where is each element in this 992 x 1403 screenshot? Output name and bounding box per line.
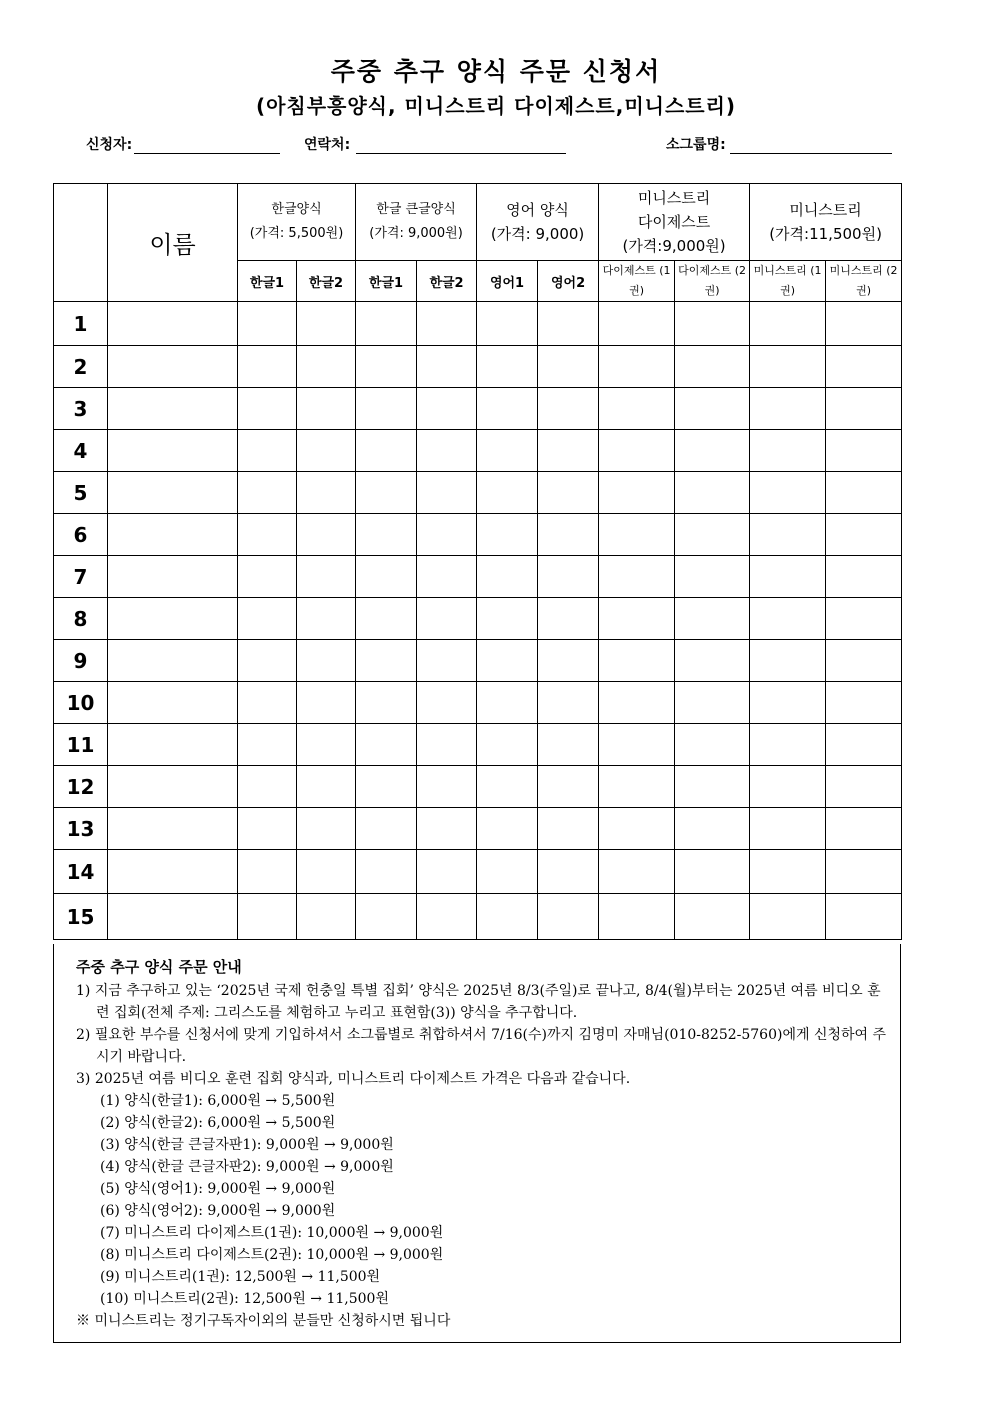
quantity-cell[interactable] [538, 808, 599, 850]
quantity-cell[interactable] [417, 388, 477, 430]
group-header-row [54, 184, 902, 261]
quantity-cell[interactable] [538, 514, 599, 556]
table-row [54, 388, 902, 430]
quantity-cell[interactable] [826, 302, 902, 346]
quantity-cell[interactable] [297, 598, 356, 640]
group-price: (가격: 5,500원) [249, 226, 344, 241]
group-field[interactable] [666, 134, 726, 154]
quantity-cell[interactable] [826, 682, 902, 724]
group-label: 소그룹명: [666, 137, 726, 153]
table-row [54, 302, 902, 346]
quantity-cell[interactable] [238, 472, 297, 514]
subheader-cell: 다이제스트 (2권) [675, 261, 750, 302]
quantity-cell[interactable] [477, 302, 538, 346]
quantity-cell[interactable] [238, 514, 297, 556]
quantity-cell[interactable] [356, 724, 417, 766]
name-cell[interactable] [108, 514, 238, 556]
quantity-cell[interactable] [356, 682, 417, 724]
order-notice [53, 944, 901, 1343]
quantity-cell[interactable] [238, 430, 297, 472]
quantity-cell[interactable] [750, 850, 826, 894]
group-header-korean [238, 184, 356, 261]
group-header-digest [599, 184, 750, 261]
group-title: 영어 양식 [506, 201, 569, 219]
quantity-cell[interactable] [477, 598, 538, 640]
quantity-cell[interactable] [599, 598, 675, 640]
price-item: (6) 양식(영어2): 9,000원 → 9,000원 [100, 1203, 336, 1219]
quantity-cell[interactable] [750, 598, 826, 640]
notice-title: 주중 추구 양식 주문 안내 [76, 958, 242, 976]
quantity-cell[interactable] [356, 766, 417, 808]
quantity-cell[interactable] [750, 346, 826, 388]
row-number: 10 [54, 682, 108, 724]
quantity-cell[interactable] [750, 556, 826, 598]
row-number: 5 [54, 472, 108, 514]
quantity-cell[interactable] [675, 472, 750, 514]
quantity-cell[interactable] [599, 430, 675, 472]
quantity-cell[interactable] [599, 682, 675, 724]
name-cell[interactable] [108, 430, 238, 472]
group-title: 미니스트리 다이제스트 [637, 189, 711, 231]
subheader-cell: 한글2 [417, 261, 477, 302]
quantity-cell[interactable] [675, 430, 750, 472]
quantity-cell[interactable] [599, 346, 675, 388]
quantity-cell[interactable] [238, 598, 297, 640]
subheader-cell: 미니스트리 (1권) [750, 261, 826, 302]
row-number: 2 [54, 346, 108, 388]
quantity-cell[interactable] [750, 302, 826, 346]
name-cell[interactable] [108, 894, 238, 940]
subheader-cell: 미니스트리 (2권) [826, 261, 902, 302]
quantity-cell[interactable] [238, 724, 297, 766]
table-row [54, 682, 902, 724]
quantity-cell[interactable] [599, 850, 675, 894]
quantity-cell[interactable] [297, 346, 356, 388]
quantity-cell[interactable] [417, 894, 477, 940]
quantity-cell[interactable] [826, 430, 902, 472]
row-number: 13 [54, 808, 108, 850]
quantity-cell[interactable] [675, 640, 750, 682]
quantity-cell[interactable] [599, 808, 675, 850]
quantity-cell[interactable] [356, 514, 417, 556]
quantity-cell[interactable] [297, 894, 356, 940]
price-item: (9) 미니스트리(1권): 12,500원 → 11,500원 [100, 1269, 381, 1285]
name-cell[interactable] [108, 598, 238, 640]
quantity-cell[interactable] [826, 514, 902, 556]
blank-corner-cell [54, 184, 108, 302]
notice-item: 2) 필요한 부수를 신청서에 맞게 기입하셔서 소그룹별로 취합하셔서 7/16(수)까지 김명미 자매님(010-8252-5760)에게 신청하여 주시기 바랍니다. [76, 1027, 887, 1065]
notice-footnote: ※ 미니스트리는 정기구독자이외의 분들만 신청하시면 됩니다 [76, 1313, 451, 1329]
contact-field[interactable] [304, 134, 350, 154]
quantity-cell[interactable] [297, 682, 356, 724]
quantity-cell[interactable] [750, 808, 826, 850]
name-cell[interactable] [108, 682, 238, 724]
group-price: (가격:11,500원) [769, 225, 882, 243]
group-title: 한글 큰글양식 [376, 202, 456, 217]
quantity-cell[interactable] [477, 556, 538, 598]
quantity-cell[interactable] [417, 598, 477, 640]
name-cell[interactable] [108, 766, 238, 808]
quantity-cell[interactable] [675, 514, 750, 556]
quantity-cell[interactable] [826, 346, 902, 388]
quantity-cell[interactable] [826, 724, 902, 766]
quantity-cell[interactable] [477, 894, 538, 940]
quantity-cell[interactable] [538, 894, 599, 940]
quantity-cell[interactable] [297, 724, 356, 766]
table-row [54, 894, 902, 940]
quantity-cell[interactable] [238, 302, 297, 346]
quantity-cell[interactable] [538, 430, 599, 472]
quantity-cell[interactable] [477, 430, 538, 472]
table-row [54, 556, 902, 598]
quantity-cell[interactable] [417, 724, 477, 766]
quantity-cell[interactable] [417, 808, 477, 850]
quantity-cell[interactable] [356, 598, 417, 640]
quantity-cell[interactable] [417, 556, 477, 598]
applicant-field[interactable] [86, 134, 132, 154]
quantity-cell[interactable] [238, 808, 297, 850]
quantity-cell[interactable] [599, 640, 675, 682]
notice-item: 1) 지금 추구하고 있는 ‘2025년 국제 헌충일 특별 집회’ 양식은 2025년 8/3(주일)로 끝나고, 8/4(월)부터는 2025년 여름 비디오 훈련 집회(전체 주제: 그리스도를 체험하고 누리고 표현함(3)) 양식을 추구합니다. [76, 983, 881, 1021]
row-number: 12 [54, 766, 108, 808]
subheader-cell: 영어2 [538, 261, 599, 302]
row-number: 7 [54, 556, 108, 598]
group-header-ministry [750, 184, 902, 261]
quantity-cell[interactable] [750, 388, 826, 430]
quantity-cell[interactable] [417, 472, 477, 514]
quantity-cell[interactable] [826, 640, 902, 682]
page-title: 주중 추구 양식 주문 신청서 [330, 57, 662, 86]
quantity-cell[interactable] [238, 556, 297, 598]
quantity-cell[interactable] [356, 894, 417, 940]
quantity-cell[interactable] [417, 850, 477, 894]
subheader-cell: 한글1 [238, 261, 297, 302]
group-title: 한글양식 [271, 202, 322, 217]
applicant-label: 신청자: [86, 137, 133, 153]
group-header-english [477, 184, 599, 261]
quantity-cell[interactable] [538, 598, 599, 640]
quantity-cell[interactable] [356, 388, 417, 430]
quantity-cell[interactable] [297, 472, 356, 514]
price-item: (4) 양식(한글 큰글자판2): 9,000원 → 9,000원 [100, 1159, 394, 1175]
quantity-cell[interactable] [417, 640, 477, 682]
quantity-cell[interactable] [826, 766, 902, 808]
quantity-cell[interactable] [675, 302, 750, 346]
quantity-cell[interactable] [538, 724, 599, 766]
table-row [54, 766, 902, 808]
price-item: (3) 양식(한글 큰글자판1): 9,000원 → 9,000원 [100, 1137, 394, 1153]
quantity-cell[interactable] [238, 766, 297, 808]
notice-item: 3) 2025년 여름 비디오 훈련 집회 양식과, 미니스트리 다이제스트 가격은 다음과 같습니다. [76, 1071, 631, 1087]
quantity-cell[interactable] [477, 472, 538, 514]
quantity-cell[interactable] [477, 346, 538, 388]
quantity-cell[interactable] [297, 302, 356, 346]
name-cell[interactable] [108, 850, 238, 894]
price-item: (1) 양식(한글1): 6,000원 → 5,500원 [100, 1093, 336, 1109]
group-header-large-print [356, 184, 477, 261]
table-row [54, 430, 902, 472]
name-cell[interactable] [108, 724, 238, 766]
subheader-cell: 영어1 [477, 261, 538, 302]
quantity-cell[interactable] [599, 302, 675, 346]
order-table [53, 183, 902, 940]
quantity-cell[interactable] [417, 302, 477, 346]
name-cell[interactable] [108, 346, 238, 388]
group-title: 미니스트리 [789, 201, 862, 219]
quantity-cell[interactable] [417, 514, 477, 556]
contact-underline [356, 153, 566, 154]
quantity-cell[interactable] [297, 766, 356, 808]
name-header: 이름 [108, 184, 238, 302]
quantity-cell[interactable] [675, 808, 750, 850]
quantity-cell[interactable] [297, 514, 356, 556]
quantity-cell[interactable] [826, 388, 902, 430]
quantity-cell[interactable] [675, 388, 750, 430]
quantity-cell[interactable] [477, 808, 538, 850]
row-number: 1 [54, 302, 108, 346]
quantity-cell[interactable] [826, 556, 902, 598]
quantity-cell[interactable] [599, 556, 675, 598]
quantity-cell[interactable] [477, 640, 538, 682]
table-row [54, 598, 902, 640]
quantity-cell[interactable] [297, 808, 356, 850]
subheader-cell: 다이제스트 (1권) [599, 261, 675, 302]
table-row [54, 346, 902, 388]
row-number: 6 [54, 514, 108, 556]
quantity-cell[interactable] [538, 346, 599, 388]
quantity-cell[interactable] [675, 850, 750, 894]
name-cell[interactable] [108, 388, 238, 430]
quantity-cell[interactable] [538, 472, 599, 514]
quantity-cell[interactable] [297, 556, 356, 598]
quantity-cell[interactable] [538, 682, 599, 724]
group-underline [730, 153, 892, 154]
quantity-cell[interactable] [297, 850, 356, 894]
quantity-cell[interactable] [599, 514, 675, 556]
quantity-cell[interactable] [750, 514, 826, 556]
page-subtitle: (아침부흥양식, 미니스트리 다이제스트,미니스트리) [255, 94, 737, 118]
table-row [54, 514, 902, 556]
quantity-cell[interactable] [356, 430, 417, 472]
quantity-cell[interactable] [356, 346, 417, 388]
quantity-cell[interactable] [538, 388, 599, 430]
subheader-cell: 한글2 [297, 261, 356, 302]
table-row [54, 850, 902, 894]
row-number: 4 [54, 430, 108, 472]
row-number: 3 [54, 388, 108, 430]
quantity-cell[interactable] [238, 850, 297, 894]
table-row [54, 724, 902, 766]
quantity-cell[interactable] [356, 556, 417, 598]
quantity-cell[interactable] [826, 850, 902, 894]
price-item: (10) 미니스트리(2권): 12,500원 → 11,500원 [100, 1291, 389, 1307]
quantity-cell[interactable] [599, 894, 675, 940]
quantity-cell[interactable] [297, 640, 356, 682]
quantity-cell[interactable] [417, 430, 477, 472]
quantity-cell[interactable] [675, 894, 750, 940]
quantity-cell[interactable] [750, 472, 826, 514]
price-item: (7) 미니스트리 다이제스트(1권): 10,000원 → 9,000원 [100, 1225, 444, 1241]
subheader-cell: 한글1 [356, 261, 417, 302]
name-cell[interactable] [108, 640, 238, 682]
table-row [54, 808, 902, 850]
group-price: (가격: 9,000원) [369, 226, 463, 241]
quantity-cell[interactable] [826, 894, 902, 940]
row-number: 15 [54, 894, 108, 940]
quantity-cell[interactable] [599, 766, 675, 808]
quantity-cell[interactable] [750, 640, 826, 682]
quantity-cell[interactable] [238, 894, 297, 940]
group-price: (가격:9,000원) [622, 237, 726, 255]
contact-label: 연락처: [304, 137, 351, 153]
quantity-cell[interactable] [356, 850, 417, 894]
quantity-cell[interactable] [599, 472, 675, 514]
quantity-cell[interactable] [356, 302, 417, 346]
name-cell[interactable] [108, 808, 238, 850]
quantity-cell[interactable] [675, 346, 750, 388]
quantity-cell[interactable] [599, 388, 675, 430]
quantity-cell[interactable] [356, 472, 417, 514]
quantity-cell[interactable] [297, 388, 356, 430]
quantity-cell[interactable] [750, 430, 826, 472]
quantity-cell[interactable] [538, 766, 599, 808]
quantity-cell[interactable] [477, 388, 538, 430]
quantity-cell[interactable] [477, 766, 538, 808]
quantity-cell[interactable] [238, 346, 297, 388]
quantity-cell[interactable] [477, 682, 538, 724]
price-item: (8) 미니스트리 다이제스트(2권): 10,000원 → 9,000원 [100, 1247, 444, 1263]
applicant-underline [134, 153, 280, 154]
row-number: 8 [54, 598, 108, 640]
group-price: (가격: 9,000) [490, 225, 585, 243]
quantity-cell[interactable] [238, 682, 297, 724]
quantity-cell[interactable] [477, 514, 538, 556]
price-item: (2) 양식(한글2): 6,000원 → 5,500원 [100, 1115, 336, 1131]
quantity-cell[interactable] [538, 556, 599, 598]
row-number: 9 [54, 640, 108, 682]
quantity-cell[interactable] [538, 302, 599, 346]
quantity-cell[interactable] [675, 724, 750, 766]
quantity-cell[interactable] [538, 640, 599, 682]
row-number: 11 [54, 724, 108, 766]
quantity-cell[interactable] [826, 472, 902, 514]
quantity-cell[interactable] [297, 430, 356, 472]
row-number: 14 [54, 850, 108, 894]
quantity-cell[interactable] [599, 724, 675, 766]
quantity-cell[interactable] [238, 640, 297, 682]
quantity-cell[interactable] [826, 598, 902, 640]
quantity-cell[interactable] [417, 346, 477, 388]
quantity-cell[interactable] [477, 850, 538, 894]
table-row [54, 472, 902, 514]
quantity-cell[interactable] [675, 766, 750, 808]
quantity-cell[interactable] [417, 766, 477, 808]
quantity-cell[interactable] [675, 598, 750, 640]
quantity-cell[interactable] [675, 556, 750, 598]
quantity-cell[interactable] [675, 682, 750, 724]
quantity-cell[interactable] [538, 850, 599, 894]
name-cell[interactable] [108, 472, 238, 514]
quantity-cell[interactable] [356, 640, 417, 682]
name-cell[interactable] [108, 302, 238, 346]
quantity-cell[interactable] [477, 724, 538, 766]
quantity-cell[interactable] [750, 724, 826, 766]
quantity-cell[interactable] [417, 682, 477, 724]
name-cell[interactable] [108, 556, 238, 598]
quantity-cell[interactable] [238, 388, 297, 430]
quantity-cell[interactable] [750, 894, 826, 940]
quantity-cell[interactable] [750, 682, 826, 724]
quantity-cell[interactable] [750, 766, 826, 808]
quantity-cell[interactable] [356, 808, 417, 850]
table-row [54, 640, 902, 682]
price-item: (5) 양식(영어1): 9,000원 → 9,000원 [100, 1181, 336, 1197]
quantity-cell[interactable] [826, 808, 902, 850]
